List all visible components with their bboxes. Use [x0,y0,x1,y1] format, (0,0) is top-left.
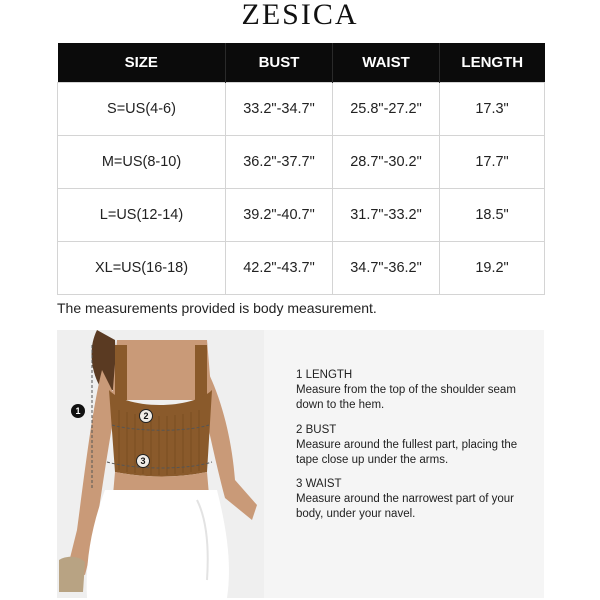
guide-bust [296,423,521,468]
table-row [58,136,545,189]
header-length: LENGTH [440,43,545,83]
marker-length: 1 [71,404,85,418]
measurement-guide-panel [264,330,544,598]
guide-waist-text: Measure around the narrowest part of your body, under your navel. [296,493,514,520]
size-chart-table [57,43,545,295]
brand-logo: ZESICA [241,0,359,31]
guide-length-title: 1 LENGTH [296,369,353,381]
model-photo [57,330,264,598]
cell-waist: 34.7"-36.2" [333,242,440,295]
cell-waist: 28.7"-30.2" [333,136,440,189]
header-bust: BUST [226,43,333,83]
table-row [58,83,545,136]
guide-bust-title: 2 BUST [296,424,337,436]
header-waist: WAIST [333,43,440,83]
cell-length: 18.5" [440,189,545,242]
cell-size: L=US(12-14) [58,189,226,242]
guide-bust-text: Measure around the fullest part, placing the tape close up under the arms. [296,439,518,466]
guide-length-text: Measure from the top of the shoulder seam down to the hem. [296,384,516,411]
cell-waist: 25.8"-27.2" [333,83,440,136]
cell-length: 17.7" [440,136,545,189]
cell-waist: 31.7"-33.2" [333,189,440,242]
cell-bust: 36.2"-37.7" [226,136,333,189]
cell-length: 17.3" [440,83,545,136]
cell-size: M=US(8-10) [58,136,226,189]
table-row [58,242,545,295]
cell-bust: 42.2"-43.7" [226,242,333,295]
guide-waist-title: 3 WAIST [296,478,342,490]
model-illustration [57,330,264,598]
guide-waist [296,477,516,522]
marker-waist: 3 [136,454,150,468]
cell-bust: 39.2"-40.7" [226,189,333,242]
guide-length [296,368,516,413]
measurement-note: The measurements provided is body measurement. [57,300,377,316]
cell-length: 19.2" [440,242,545,295]
table-header-row [58,43,545,83]
cell-size: XL=US(16-18) [58,242,226,295]
cell-bust: 33.2"-34.7" [226,83,333,136]
table-row [58,189,545,242]
cell-size: S=US(4-6) [58,83,226,136]
header-size: SIZE [58,43,226,83]
marker-bust: 2 [139,409,153,423]
